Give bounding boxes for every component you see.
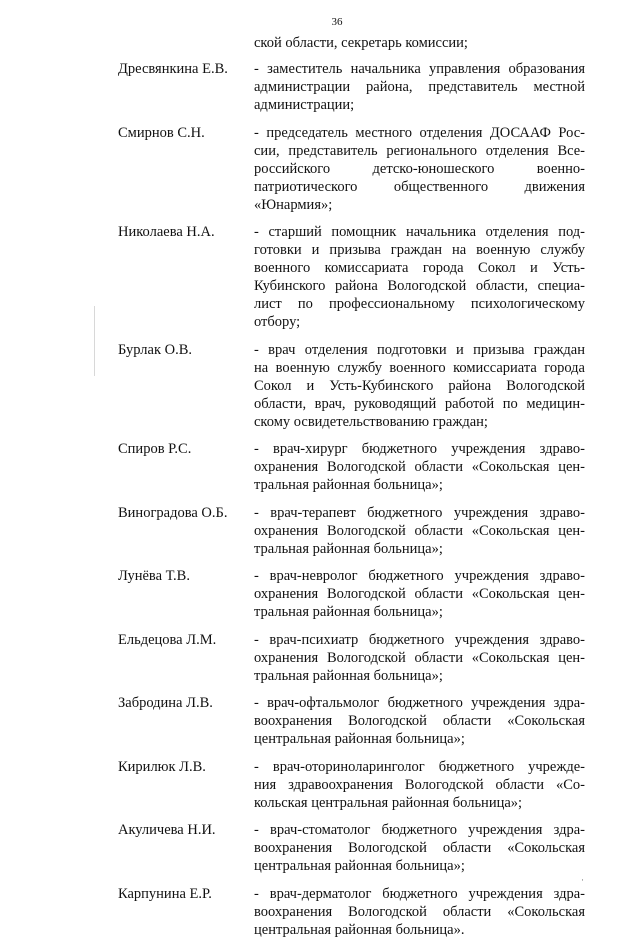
description-line: центральная районная больница»;: [254, 731, 465, 747]
member-name: Акуличева Н.И.: [118, 822, 216, 838]
description-line: - старший помощник начальника отделения под-: [254, 224, 585, 240]
member-entry: [0, 223, 640, 331]
member-name: Смирнов С.Н.: [118, 124, 205, 141]
description-line: охранения Вологодской области «Сокольская цен-: [254, 522, 585, 539]
description-line: ния здравоохранения Вологодской области «Со-: [254, 776, 585, 793]
description-line: - врач-дерматолог бюджетного учреждения здра-: [254, 885, 585, 902]
member-entry: [0, 821, 640, 875]
member-entry: [0, 341, 640, 431]
member-name: Лунёва Т.В.: [118, 568, 190, 584]
description-line: лист по профессиональному психологическому: [254, 296, 585, 312]
description-line: тральная районная больница»;: [254, 667, 443, 684]
member-name: Забродина Л.В.: [118, 695, 213, 711]
member-role-description: [254, 885, 585, 939]
description-line: кольская центральная районная больница»;: [254, 794, 523, 811]
description-line: - председатель местного отделения ДОСААФ Рос-: [254, 124, 585, 141]
description-line: Кубинского района Вологодской области, специа-: [254, 278, 585, 294]
description-line: - врач-офтальмолог бюджетного учреждения здра-: [254, 695, 585, 711]
member-role-description: [254, 440, 585, 494]
description-line: администрации;: [254, 97, 355, 113]
commission-member-list: [0, 34, 640, 948]
description-line: готовки и призыва граждан на военную службу: [254, 242, 585, 258]
member-name: Дресвянкина Е.В.: [118, 61, 228, 77]
member-role-description: [254, 821, 585, 875]
description-line: центральная районная больница».: [254, 921, 465, 938]
member-role-description: [254, 60, 585, 114]
member-entry: [0, 694, 640, 748]
member-role-description: [254, 567, 585, 621]
description-line: тральная районная больница»;: [254, 540, 443, 557]
member-role-description: [254, 341, 585, 431]
description-line: охранения Вологодской области «Сокольская цен-: [254, 586, 585, 602]
member-role-description: [254, 34, 585, 52]
member-role-description: [254, 694, 585, 748]
description-line: - врач-стоматолог бюджетного учреждения здра-: [254, 822, 585, 838]
member-entry: [0, 504, 640, 558]
description-line: воохранения Вологодской области «Сокольская: [254, 713, 585, 729]
description-line: - врач-терапевт бюджетного учреждения здраво-: [254, 504, 585, 521]
description-line: ской области, секретарь комиссии;: [254, 35, 468, 51]
description-line: воохранения Вологодской области «Сокольская: [254, 903, 585, 920]
member-name: Николаева Н.А.: [118, 224, 215, 240]
scan-margin-mark: [94, 306, 95, 376]
description-line: охранения Вологодской области «Сокольская цен-: [254, 649, 585, 666]
description-line: - врач-хирург бюджетного учреждения здраво-: [254, 441, 585, 457]
member-role-description: [254, 504, 585, 558]
description-line: охранения Вологодской области «Сокольская цен-: [254, 459, 585, 475]
description-line: - врач-оториноларинголог бюджетного учрежде-: [254, 758, 585, 775]
member-entry: [0, 631, 640, 685]
description-line: - врач отделения подготовки и призыва граждан: [254, 341, 585, 358]
description-line: центральная районная больница»;: [254, 858, 465, 874]
member-role-description: [254, 223, 585, 331]
description-line: российского детско-юношеского военно-: [254, 160, 585, 177]
description-line: тральная районная больница»;: [254, 604, 443, 620]
member-name: Кирилюк Л.В.: [118, 758, 206, 775]
member-entry: [0, 567, 640, 621]
member-name: Ельдецова Л.М.: [118, 631, 217, 648]
member-entry: [0, 34, 640, 52]
description-line: тральная районная больница»;: [254, 477, 443, 493]
description-line: администрации района, представитель местной: [254, 79, 585, 95]
description-line: области, врач, руководящий работой по медицин-: [254, 395, 585, 412]
member-entry: [0, 124, 640, 214]
member-name: Карпунина Е.Р.: [118, 885, 212, 902]
description-line: - врач-психиатр бюджетного учреждения здраво-: [254, 631, 585, 648]
member-role-description: [254, 631, 585, 685]
description-line: отбору;: [254, 314, 301, 330]
description-line: Сокол и Усть-Кубинского района Вологодской: [254, 377, 585, 394]
description-line: - заместитель начальника управления образования: [254, 61, 585, 77]
page-number: 36: [331, 16, 343, 28]
description-line: военного комиссариата города Сокол и Усть-: [254, 260, 585, 276]
corner-mark: ·: [581, 875, 584, 885]
member-entry: [0, 885, 640, 939]
member-role-description: [254, 124, 585, 214]
description-line: на военную службу военного комиссариата города: [254, 359, 585, 376]
description-line: - врач-невролог бюджетного учреждения здраво-: [254, 568, 585, 584]
member-name: Спиров Р.С.: [118, 441, 192, 457]
member-entry: [0, 60, 640, 114]
description-line: «Юнармия»;: [254, 196, 333, 213]
description-line: скому освидетельствованию граждан;: [254, 413, 488, 430]
description-line: патриотического общественного движения: [254, 178, 585, 195]
description-line: сии, представитель регионального отделения Все-: [254, 142, 585, 159]
member-role-description: [254, 758, 585, 812]
member-entry: [0, 758, 640, 812]
description-line: воохранения Вологодской области «Сокольская: [254, 840, 585, 856]
member-name: Бурлак О.В.: [118, 341, 193, 358]
member-entry: [0, 440, 640, 494]
member-name: Виноградова О.Б.: [118, 504, 228, 521]
